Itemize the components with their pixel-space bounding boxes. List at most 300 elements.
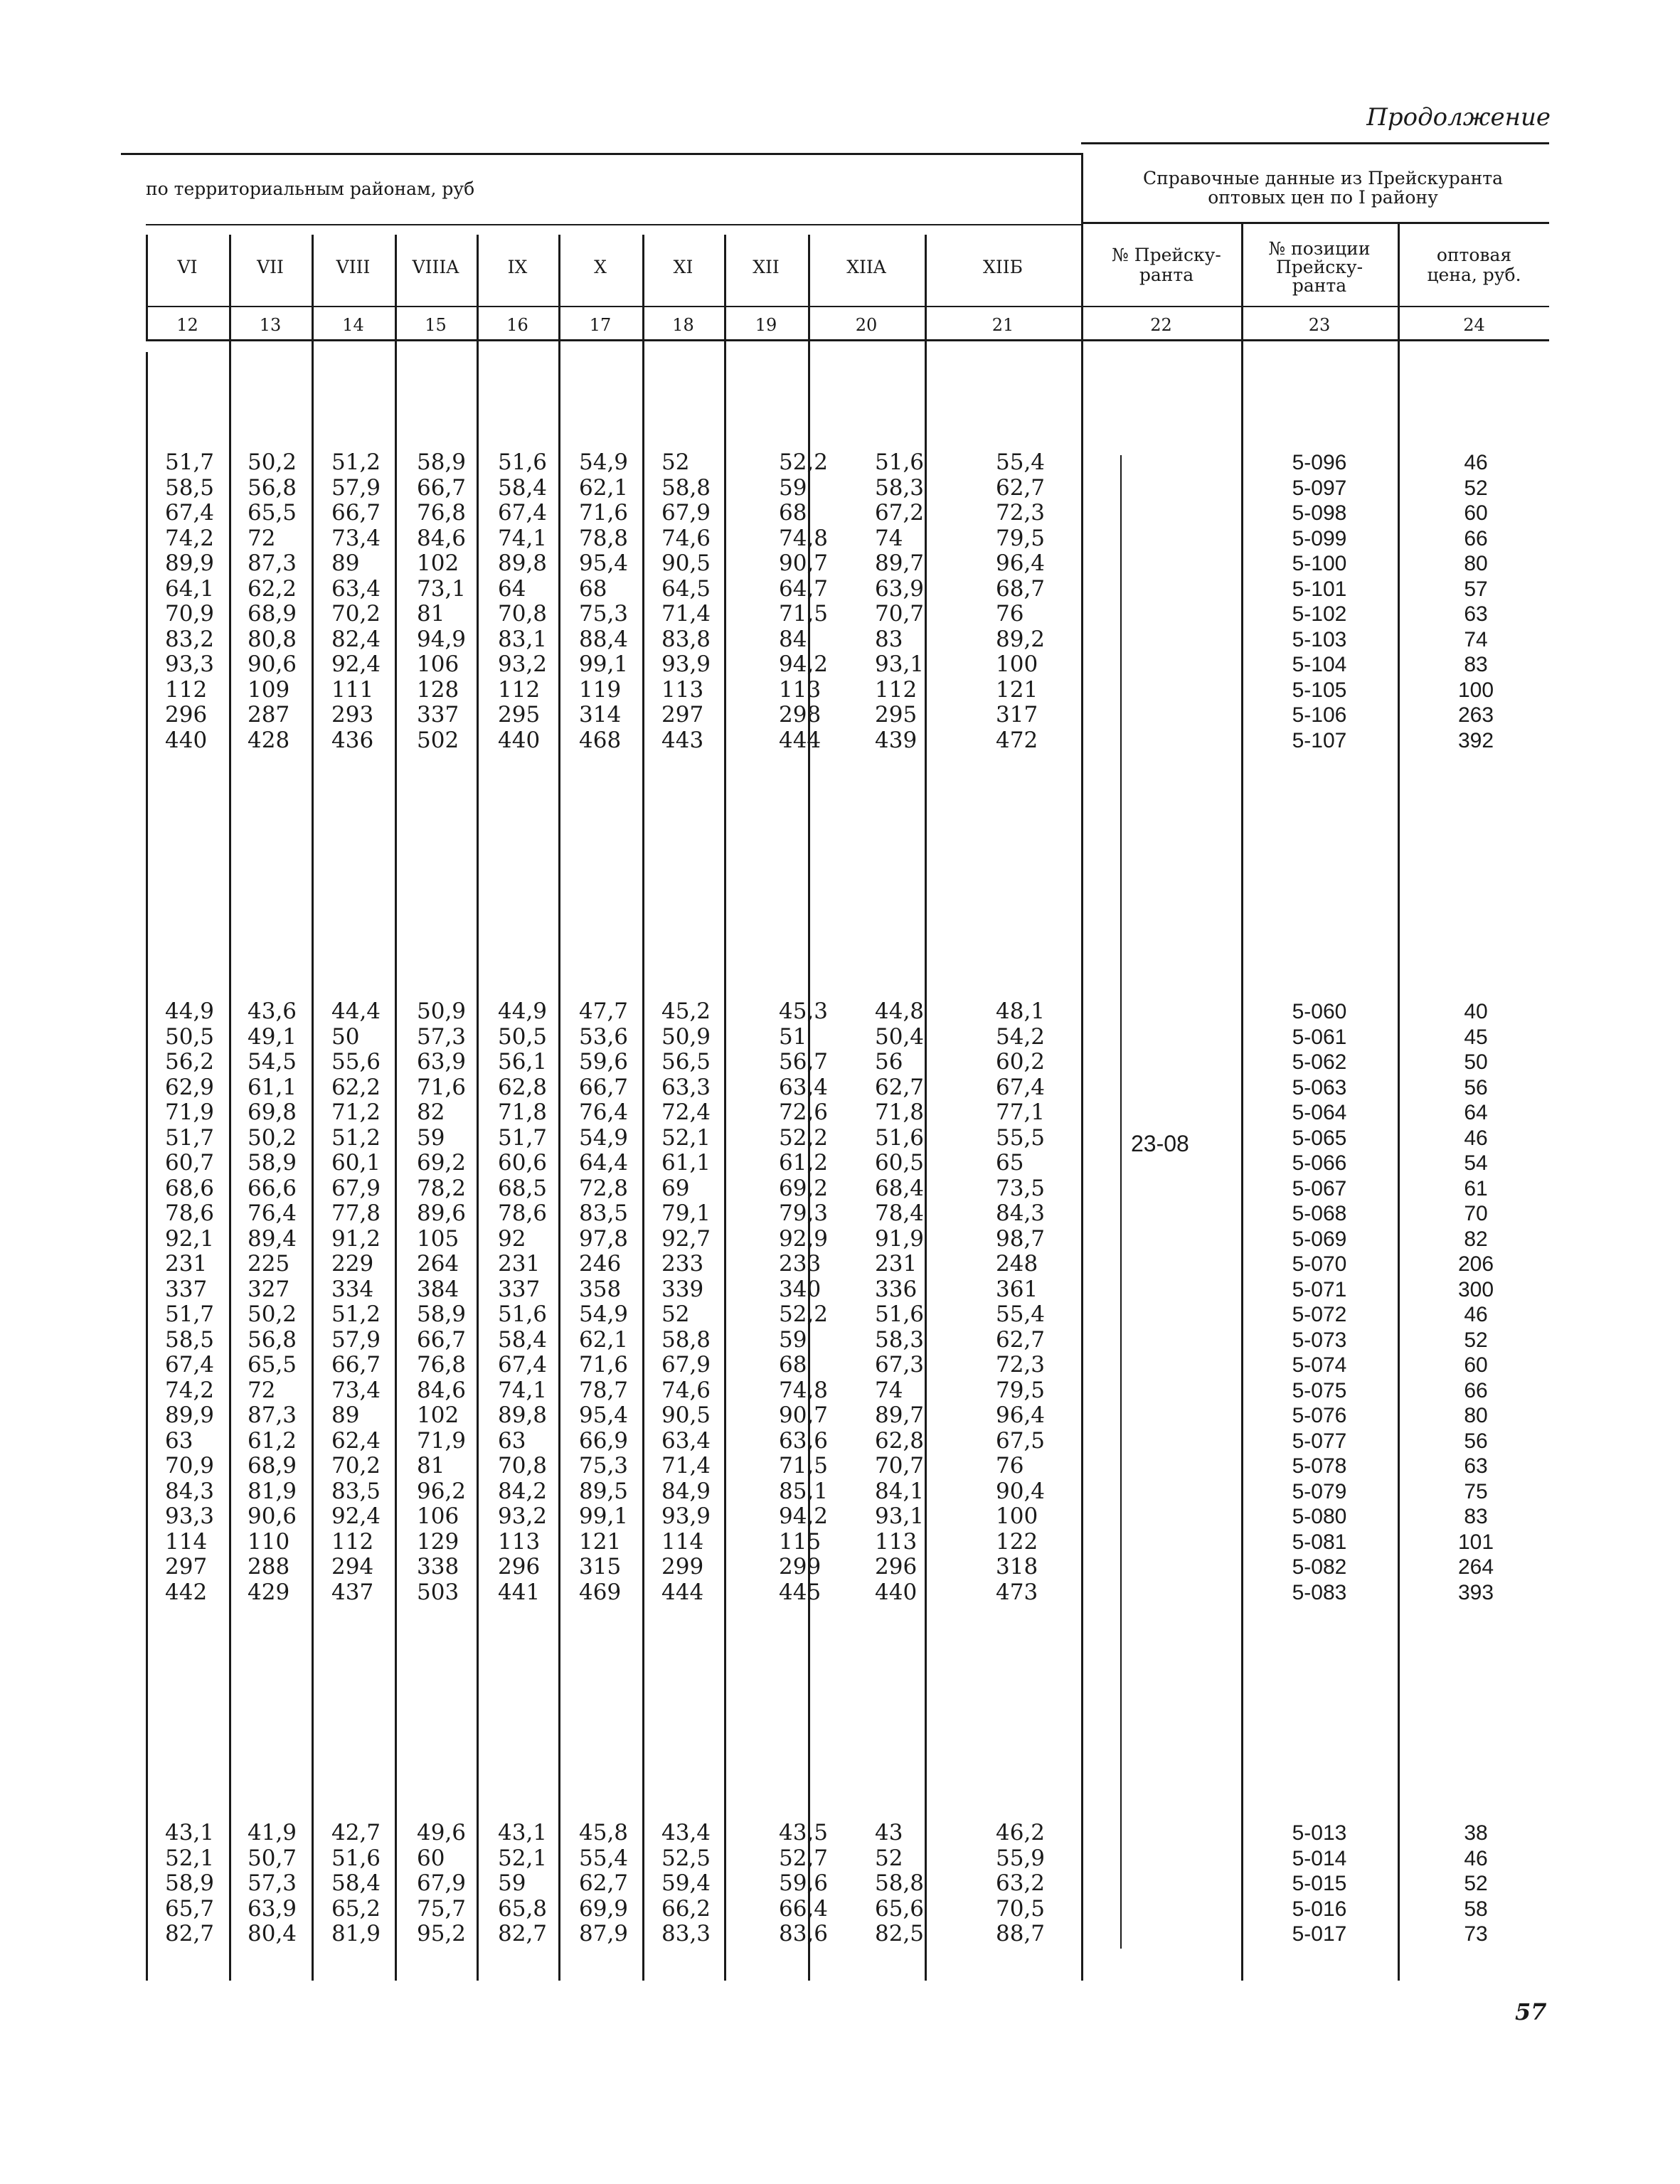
position-cell: 5-102 [1292,602,1347,626]
price-cell: 63 [498,1427,526,1454]
position-column [1262,450,1376,753]
price-cell: 59,6 [779,1870,829,1896]
position-column [1262,999,1376,1605]
price-cell: 65,6 [875,1895,925,1922]
price-column [579,999,628,1605]
price-cell: 51,7 [498,1124,548,1151]
price-cell: 81,9 [248,1478,297,1504]
price-cell: 66,6 [248,1175,297,1201]
region-column-header: XIIБ [983,257,1023,277]
price-cell: 73,5 [996,1175,1046,1201]
price-cell: 233 [779,1251,822,1277]
price-cell: 63,9 [875,575,925,602]
wholesale-price-cell: 82 [1464,1227,1488,1251]
price-cell: 51,7 [165,1301,215,1327]
price-cell: 99,1 [579,651,629,677]
price-cell: 70,2 [331,1453,381,1479]
price-cell: 84,3 [996,1200,1046,1226]
price-cell: 71,9 [417,1427,467,1454]
price-cell: 59 [498,1870,526,1896]
wholesale-price-column [1426,999,1526,1605]
price-cell: 102 [417,550,459,576]
top-rule-right [1081,142,1549,144]
price-cell: 67,9 [331,1175,381,1201]
price-column [498,1821,547,1947]
price-cell: 94,2 [779,1503,829,1529]
price-cell: 59 [779,474,807,501]
price-cell: 43,1 [498,1820,548,1845]
price-cell: 78,2 [417,1175,467,1201]
price-cell: 69 [661,1175,690,1201]
price-cell: 58,8 [875,1870,925,1896]
price-cell: 49,1 [248,1023,297,1050]
wholesale-price-cell: 66 [1464,526,1488,550]
position-column [1262,1821,1376,1947]
price-cell: 82 [417,1099,445,1125]
price-cell: 50 [331,1023,360,1050]
page-number: 57 [1515,1998,1547,2025]
position-cell: 5-060 [1292,1000,1347,1023]
price-cell: 63,2 [996,1870,1046,1896]
price-cell: 45,8 [579,1820,629,1845]
price-cell: 65,5 [248,1352,297,1378]
price-cell: 62,7 [996,474,1046,501]
price-cell: 95,2 [417,1921,467,1946]
price-cell: 82,4 [331,626,381,652]
price-cell: 106 [417,651,459,677]
price-cell: 95,4 [579,550,629,576]
price-cell: 68,5 [498,1175,548,1201]
position-cell: 5-066 [1292,1151,1347,1175]
price-cell: 51,6 [875,449,925,475]
price-cell: 79,5 [996,525,1046,551]
price-cell: 94,2 [779,651,829,677]
reference-divider [1081,153,1083,1981]
price-cell: 90,7 [779,550,829,576]
price-cell: 78,6 [498,1200,548,1226]
price-cell: 73,4 [331,525,381,551]
price-cell: 52,2 [779,1124,829,1151]
price-cell: 69,9 [579,1895,629,1922]
position-cell: 5-075 [1292,1378,1347,1402]
column-separator [1398,224,1400,1981]
price-cell: 55,4 [996,449,1046,475]
price-cell: 51,7 [165,449,215,475]
price-cell: 92,1 [165,1225,215,1252]
price-column [248,999,297,1605]
price-cell: 65 [996,1150,1024,1176]
price-cell: 43 [875,1820,903,1845]
price-cell: 98,7 [996,1225,1046,1252]
price-cell: 51,6 [498,449,548,475]
price-cell: 50,2 [248,449,297,475]
price-cell: 296 [498,1554,541,1580]
price-cell: 337 [165,1276,208,1302]
price-column [875,999,924,1605]
price-cell: 49,6 [417,1820,467,1845]
price-cell: 58,5 [165,1326,215,1353]
price-cell: 67,5 [996,1427,1046,1454]
column-number: 20 [855,315,878,335]
price-cell: 76,8 [417,1352,467,1378]
price-cell: 68,6 [165,1175,215,1201]
price-cell: 59 [417,1124,445,1151]
price-cell: 295 [875,702,918,728]
region-column-header: VIII [336,257,371,277]
column-number: 12 [176,315,198,335]
price-cell: 129 [417,1528,459,1555]
price-cell: 119 [579,676,622,703]
column-separator [724,235,726,1981]
price-cell: 58,9 [417,449,467,475]
position-cell: 5-013 [1292,1821,1347,1845]
price-cell: 70,2 [331,601,381,627]
price-cell: 60,5 [875,1150,925,1176]
price-cell: 66,4 [779,1895,829,1922]
price-cell: 74,1 [498,525,548,551]
price-cell: 96,4 [996,550,1046,576]
region-column-header: VIIIA [412,257,459,277]
price-column [498,999,547,1605]
price-cell: 314 [579,702,622,728]
price-cell: 87,3 [248,1402,297,1428]
price-cell: 428 [248,727,290,753]
price-cell: 58,9 [248,1150,297,1176]
price-cell: 79,1 [661,1200,711,1226]
price-cell: 68 [779,1352,807,1378]
price-cell: 84,6 [417,1377,467,1403]
price-cell: 57,3 [248,1870,297,1896]
column-number: 19 [755,315,777,335]
price-cell: 63,4 [661,1427,711,1454]
price-cell: 89 [331,550,360,576]
price-cell: 67,4 [996,1074,1046,1100]
price-cell: 66,7 [331,1352,381,1378]
price-cell: 68,9 [248,1453,297,1479]
position-cell: 5-067 [1292,1176,1347,1200]
price-cell: 83,6 [779,1921,829,1946]
price-cell: 61,1 [661,1150,711,1176]
price-cell: 50,9 [417,998,467,1024]
price-cell: 81 [417,601,445,627]
price-cell: 79,3 [779,1200,829,1226]
price-cell: 72 [248,525,276,551]
price-cell: 299 [779,1554,822,1580]
price-cell: 44,9 [165,998,215,1024]
price-cell: 93,9 [661,1503,711,1529]
price-cell: 83,8 [661,626,711,652]
price-cell: 225 [248,1251,290,1277]
price-cell: 67,4 [498,500,548,526]
price-cell: 64,1 [165,575,215,602]
price-column [165,450,214,753]
pricelist-brace [1120,455,1130,1949]
price-cell: 429 [248,1579,290,1605]
price-cell: 58,5 [165,474,215,501]
price-column [331,450,381,753]
price-column [661,1821,711,1947]
wholesale-price-cell: 206 [1457,1252,1494,1276]
price-cell: 109 [248,676,290,703]
price-cell: 84,3 [165,1478,215,1504]
position-cell: 5-072 [1292,1303,1347,1326]
price-cell: 111 [331,676,374,703]
wholesale-price-cell: 393 [1457,1580,1494,1604]
position-cell: 5-107 [1292,728,1347,752]
continuation-label: Продолжение [1366,103,1551,132]
price-cell: 440 [875,1579,918,1605]
price-cell: 90,5 [661,550,711,576]
price-cell: 84,9 [661,1478,711,1504]
price-cell: 70,9 [165,601,215,627]
wholesale-price-cell: 101 [1457,1530,1494,1554]
price-cell: 67,4 [165,500,215,526]
price-cell: 62,1 [579,1326,629,1353]
wholesale-price-cell: 52 [1464,476,1488,500]
ref-header-position: № позиции Прейску- ранта [1268,238,1371,296]
price-cell: 71,6 [579,500,629,526]
price-cell: 70,5 [996,1895,1046,1922]
price-cell: 60,1 [331,1150,381,1176]
price-cell: 71,4 [661,1453,711,1479]
position-cell: 5-016 [1292,1897,1347,1921]
position-cell: 5-061 [1292,1025,1347,1049]
price-column [331,999,381,1605]
price-cell: 84,6 [417,525,467,551]
price-cell: 62,1 [579,474,629,501]
price-cell: 114 [165,1528,208,1555]
price-cell: 336 [875,1276,918,1302]
wholesale-price-cell: 83 [1464,1505,1488,1528]
wholesale-price-cell: 38 [1464,1821,1488,1845]
header-rule-regions [146,224,1081,225]
price-cell: 51,2 [331,449,381,475]
price-cell: 51 [779,1023,807,1050]
price-cell: 113 [498,1528,541,1555]
price-cell: 90,4 [996,1478,1046,1504]
price-column [579,450,628,753]
price-cell: 337 [417,702,459,728]
price-cell: 62,8 [875,1427,925,1454]
price-cell: 110 [248,1528,290,1555]
price-cell: 52,5 [661,1845,711,1871]
position-cell: 5-103 [1292,627,1347,651]
price-cell: 231 [165,1251,208,1277]
price-cell: 66,7 [331,500,381,526]
price-cell: 52,2 [779,449,829,475]
price-cell: 128 [417,676,459,703]
price-cell: 92,4 [331,651,381,677]
price-cell: 99,1 [579,1503,629,1529]
price-cell: 59,6 [579,1049,629,1075]
price-cell: 64 [498,575,526,602]
price-cell: 233 [661,1251,704,1277]
price-cell: 52,1 [498,1845,548,1871]
price-cell: 94,9 [417,626,467,652]
column-number: 23 [1308,315,1331,335]
price-cell: 58,9 [417,1301,467,1327]
price-cell: 54,5 [248,1049,297,1075]
price-cell: 62,7 [875,1074,925,1100]
price-column [875,1821,924,1947]
price-cell: 72,8 [579,1175,629,1201]
price-cell: 72,6 [779,1099,829,1125]
price-cell: 45,3 [779,998,829,1024]
wholesale-price-cell: 64 [1464,1101,1488,1124]
price-cell: 337 [498,1276,541,1302]
price-cell: 55,9 [996,1845,1046,1871]
price-cell: 77,1 [996,1099,1046,1125]
price-cell: 83,3 [661,1921,711,1946]
price-cell: 88,7 [996,1921,1046,1946]
price-cell: 56 [875,1049,903,1075]
price-cell: 43,6 [248,998,297,1024]
price-cell: 436 [331,727,374,753]
price-cell: 67,9 [417,1870,467,1896]
price-cell: 65,7 [165,1895,215,1922]
price-cell: 60,7 [165,1150,215,1176]
regions-caption: по территориальным районам, руб [146,179,475,199]
price-cell: 89,8 [498,1402,548,1428]
price-column [779,1821,828,1947]
price-cell: 63,4 [779,1074,829,1100]
position-cell: 5-099 [1292,526,1347,550]
price-cell: 83,1 [498,626,548,652]
price-column [417,450,466,753]
price-cell: 66,7 [417,474,467,501]
price-cell: 90,6 [248,1503,297,1529]
position-cell: 5-063 [1292,1075,1347,1099]
price-cell: 361 [996,1276,1038,1302]
left-edge-body [146,352,148,1981]
price-cell: 502 [417,727,459,753]
price-cell: 50,9 [661,1023,711,1050]
price-cell: 92,4 [331,1503,381,1529]
price-cell: 62,4 [331,1427,381,1454]
price-cell: 468 [579,727,622,753]
column-number-rule [146,339,1549,341]
price-cell: 84 [779,626,807,652]
price-cell: 89,6 [417,1200,467,1226]
wholesale-price-cell: 50 [1464,1050,1488,1074]
price-column [661,450,711,753]
wholesale-price-column [1426,450,1526,753]
wholesale-price-cell: 56 [1464,1075,1488,1099]
wholesale-price-cell: 264 [1457,1555,1494,1579]
price-cell: 83,5 [331,1478,381,1504]
position-cell: 5-080 [1292,1505,1347,1528]
price-cell: 70,7 [875,601,925,627]
region-column-header: IX [507,257,528,277]
price-cell: 91,9 [875,1225,925,1252]
price-cell: 78,7 [579,1377,629,1403]
position-cell: 5-101 [1292,577,1347,601]
price-cell: 295 [498,702,541,728]
price-cell: 52 [875,1845,903,1871]
price-cell: 503 [417,1579,459,1605]
price-cell: 44,8 [875,998,925,1024]
price-cell: 74 [875,525,903,551]
price-cell: 287 [248,702,290,728]
region-column-header: XI [673,257,693,277]
region-column-header: XIIA [846,257,886,277]
price-cell: 54,2 [996,1023,1046,1050]
price-cell: 68,9 [248,601,297,627]
price-cell: 66,7 [579,1074,629,1100]
price-column [331,1821,381,1947]
price-cell: 288 [248,1554,290,1580]
price-cell: 67,9 [661,1352,711,1378]
price-cell: 92 [498,1225,526,1252]
position-cell: 5-079 [1292,1479,1347,1503]
price-cell: 296 [875,1554,918,1580]
price-column [779,450,828,753]
price-cell: 100 [996,1503,1038,1529]
price-cell: 58,8 [661,474,711,501]
price-cell: 63,3 [661,1074,711,1100]
price-cell: 112 [875,676,918,703]
price-cell: 61,2 [248,1427,297,1454]
price-cell: 92,9 [779,1225,829,1252]
wholesale-price-cell: 46 [1464,1303,1488,1326]
price-cell: 78,6 [165,1200,215,1226]
wholesale-price-column [1426,1821,1526,1947]
price-cell: 83,5 [579,1200,629,1226]
price-cell: 51,6 [331,1845,381,1871]
wholesale-price-cell: 40 [1464,1000,1488,1023]
price-cell: 73,4 [331,1377,381,1403]
price-cell: 121 [996,676,1038,703]
wholesale-price-cell: 56 [1464,1429,1488,1453]
price-cell: 66,2 [661,1895,711,1922]
price-cell: 58,4 [498,474,548,501]
price-cell: 54,9 [579,449,629,475]
position-cell: 5-074 [1292,1353,1347,1377]
wholesale-price-cell: 60 [1464,501,1488,525]
region-column-header: VII [257,257,284,277]
price-column [417,1821,466,1947]
price-cell: 54,9 [579,1124,629,1151]
position-cell: 5-097 [1292,476,1347,500]
price-cell: 65,8 [498,1895,548,1922]
wholesale-price-cell: 75 [1464,1479,1488,1503]
price-cell: 440 [498,727,541,753]
price-cell: 229 [331,1251,374,1277]
price-cell: 57,3 [417,1023,467,1050]
price-cell: 93,2 [498,651,548,677]
position-cell: 5-014 [1292,1846,1347,1870]
price-cell: 51,2 [331,1301,381,1327]
price-cell: 66,9 [579,1427,629,1454]
column-separator [395,235,397,1981]
price-cell: 57,9 [331,1326,381,1353]
top-rule [121,153,1081,155]
price-cell: 44,9 [498,998,548,1024]
wholesale-price-cell: 80 [1464,552,1488,575]
price-cell: 89,7 [875,1402,925,1428]
price-cell: 62,7 [579,1870,629,1896]
wholesale-price-cell: 70 [1464,1202,1488,1225]
price-cell: 62,8 [498,1074,548,1100]
price-cell: 96,4 [996,1402,1046,1428]
price-cell: 88,4 [579,626,629,652]
price-cell: 55,4 [996,1301,1046,1327]
header-rule-reference [1081,222,1549,224]
position-cell: 5-069 [1292,1227,1347,1251]
price-cell: 65,5 [248,500,297,526]
price-cell: 51,7 [165,1124,215,1151]
price-cell: 62,9 [165,1074,215,1100]
